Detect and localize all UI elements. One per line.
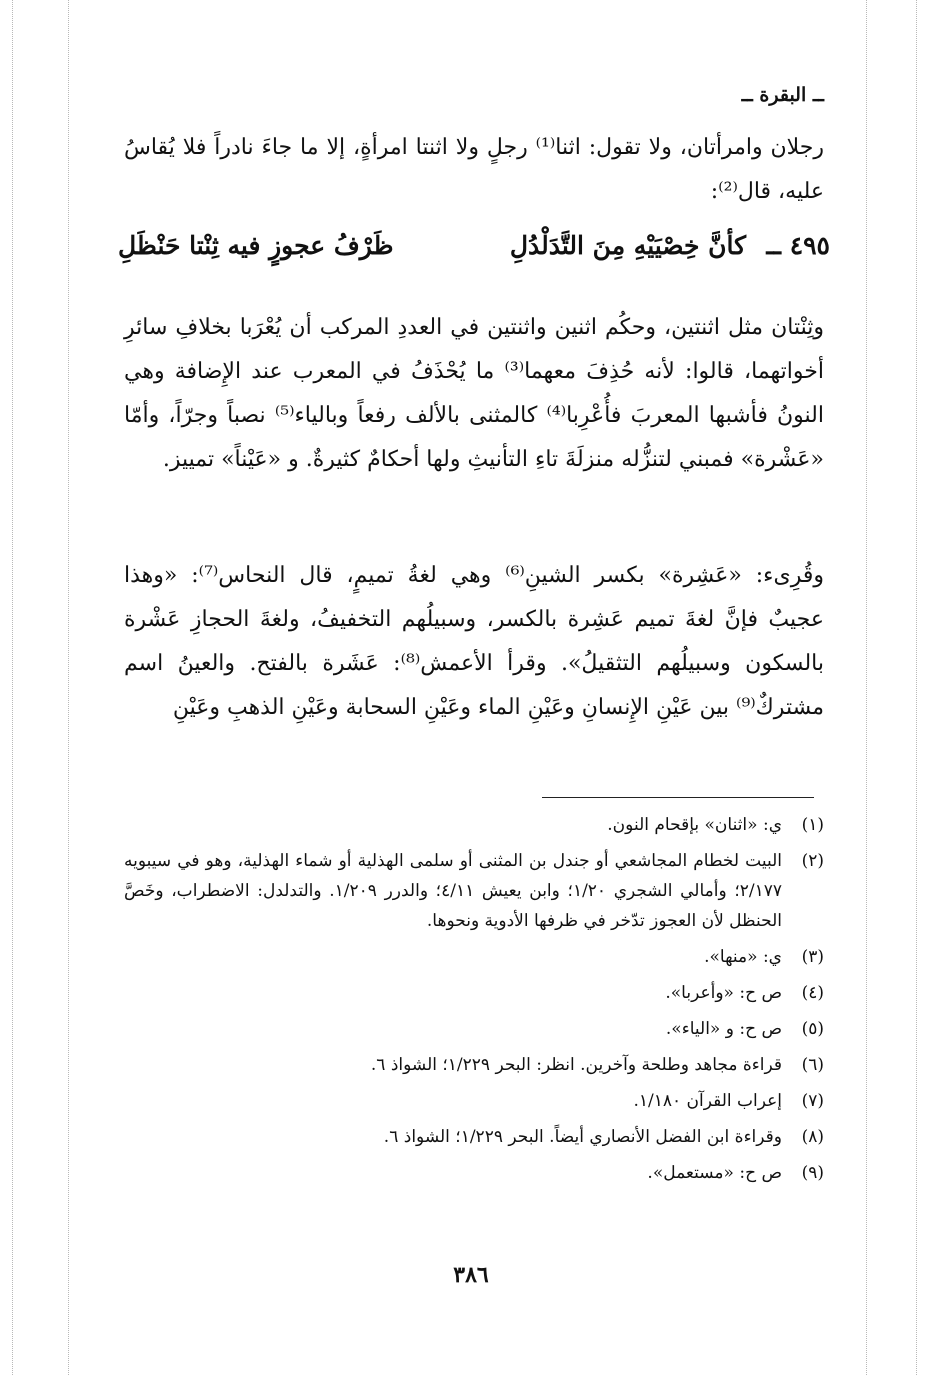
footnote-text: وقراءة ابن الفضل الأنصاري أيضاً. البحر ١/٢٢٩؛ الشواذ ٦.	[383, 1127, 782, 1147]
footnotes-list	[124, 810, 824, 1194]
verse-hemistich-1: كأنَّ خِصْيَيْهِ مِنَ التَّدَلْدُلِ	[509, 231, 746, 260]
footnote	[124, 1086, 824, 1116]
footnote-text: ص ح: «مستعمل».	[647, 1163, 782, 1183]
scan-edge-line	[68, 0, 69, 1375]
footnote-number: (٢)	[801, 851, 824, 871]
verse-line	[118, 231, 830, 281]
footnote-text: ي: «منها».	[704, 947, 782, 967]
page-number: ٣٨٦	[453, 1262, 489, 1288]
verse-number: ٤٩٥ ــ	[766, 231, 830, 260]
footnote-separator	[542, 797, 814, 798]
footnote	[124, 810, 824, 840]
footnote-number: (٣)	[801, 947, 824, 967]
footnote-number: (١)	[801, 815, 824, 835]
paragraph-2: وثِنْتان مثل اثنتين، وحكُم اثنين واثنتين في العددِ المركب أن يُعْرَبا بخلافِ سائرِ أخواتهما، قالوا: لأنه حُذِفَ معهما⁽³⁾ ما يُحْذَفُ في المعرب عند الإِضافة وهي النونُ فأشبها المعربَ فأُعْرِبا⁽⁴⁾ كالمثنى بالألف رفعاً وبالياء⁽⁵⁾ نصباً وجرّاً، وأمّا «عَشْرة» فمبني لتنزُّله منزلَةَ تاءِ التأنيثِ ولها أحكامٌ كثيرةٌ. و «عَيْناً» تمييز.	[124, 315, 825, 472]
footnote	[124, 1122, 824, 1152]
footnote	[124, 978, 824, 1008]
footnote-number: (٥)	[801, 1019, 824, 1039]
paragraph-3: وقُرِىء: «عَشِرة» بكسر الشينِ⁽⁶⁾ وهي لغةُ تميمٍ، قال النحاس⁽⁷⁾: «وهذا عجيبٌ فإنَّ لغةَ تميم عَشِرة بالكسر، وسبيلُهم التخفيفُ، ولغةَ الحجازِ عَشْرة بالسكون وسبيلُهم التثقيلُ». وقرأ الأعمش⁽⁸⁾: عَشَرة بالفتح. والعينُ اسم مشتركٌ⁽⁹⁾ بين عَيْنِ الإِنسانِ وعَيْنِ الماء وعَيْنِ السحابة وعَيْنِ الذهبِ وعَيْنِ	[124, 563, 824, 720]
scan-edge-line	[916, 0, 917, 1375]
footnote-text: ص ح: و «الياء».	[665, 1019, 782, 1039]
footnote-number: (٦)	[801, 1055, 824, 1075]
footnote-number: (٧)	[801, 1091, 824, 1111]
footnote	[124, 1050, 824, 1080]
scan-edge-line	[866, 0, 867, 1375]
footnote-number: (٤)	[801, 983, 824, 1003]
footnote-number: (٨)	[801, 1127, 824, 1147]
footnote-text: ي: «اثنان» بإقحام النون.	[607, 815, 782, 835]
verse-hemistich-2: ظَرْفُ عجوزٍ فيه ثِنْتا حَنْظَلِ	[118, 231, 394, 260]
footnote	[124, 846, 824, 936]
footnote	[124, 1014, 824, 1044]
paragraph-1: رجلان وامرأتان، ولا تقول: اثنا⁽¹⁾ رجلٍ ولا اثنتا امرأةٍ، إلا ما جاءَ نادراً فلا يُقاسُ عليه، قال⁽²⁾:	[124, 135, 824, 204]
footnote-text: البيت لخطام المجاشعي أو جندل بن المثنى أو سلمى الهذلية أو شماء الهذلية، وهو في سيبويه ٢/١٧٧؛ وأمالي الشجري ١/٢٠؛ وابن يعيش ٤/١١؛ والدرر ١/٢٠٩. والتدلدل: الاضطراب، وخَصَّ الحنظل لأن العجوز تدّخر في ظرفها الأدوية ونحوها.	[124, 851, 782, 931]
footnote-text: ص ح: «وأعربا».	[665, 983, 782, 1003]
scan-edge-line	[12, 0, 13, 1375]
running-head: ــ البقرة ــ	[741, 84, 824, 106]
footnote	[124, 1158, 824, 1188]
footnote	[124, 942, 824, 972]
footnote-number: (٩)	[801, 1163, 824, 1183]
footnote-text: قراءة مجاهد وطلحة وآخرين. انظر: البحر ١/٢٢٩؛ الشواذ ٦.	[370, 1055, 782, 1075]
footnote-text: إعراب القرآن ١/١٨٠.	[633, 1091, 782, 1111]
